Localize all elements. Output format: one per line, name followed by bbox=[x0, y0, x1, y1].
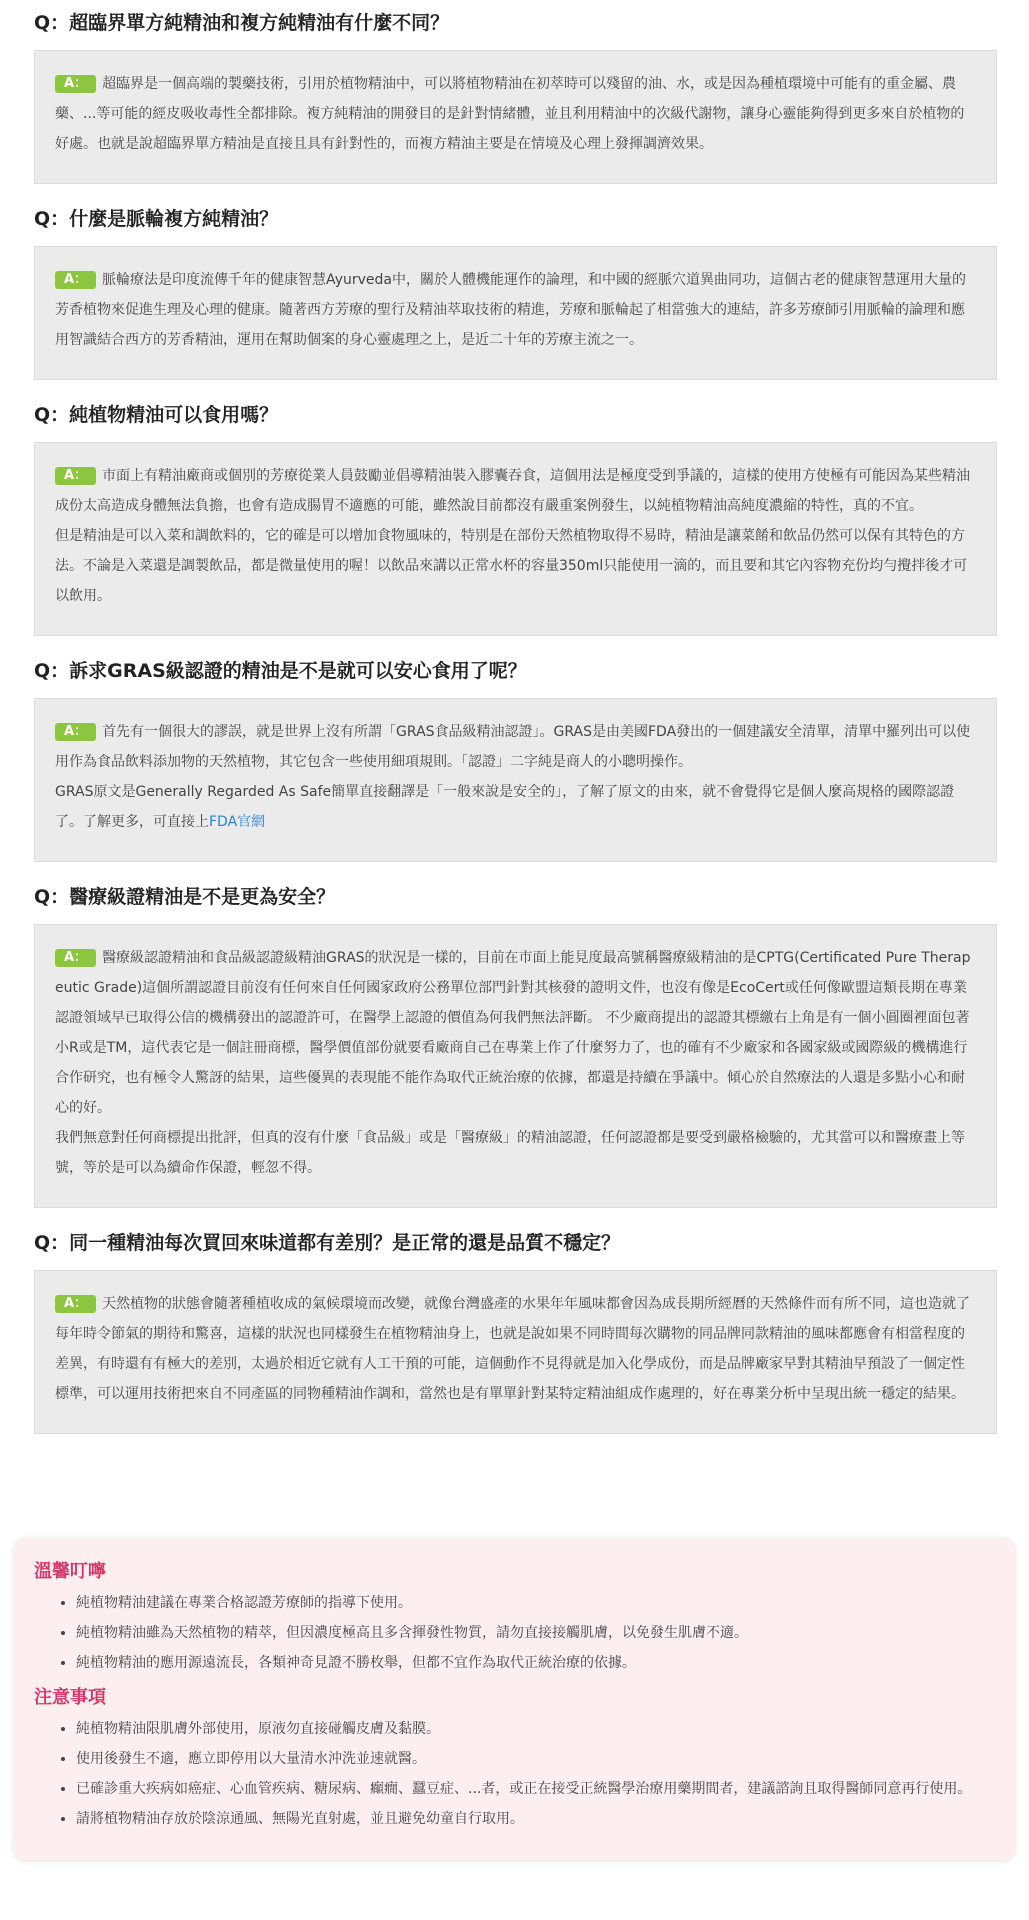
answer-badge: A： bbox=[55, 949, 96, 967]
caution-list bbox=[34, 1714, 995, 1834]
tips-title: 溫馨叮嚀 bbox=[34, 1561, 106, 1582]
notice-box bbox=[14, 1538, 1015, 1860]
answer-text: 天然植物的狀態會隨著種植收成的氣候環境而改變，就像台灣盛產的水果年年風味都會因為成長期所經曆的天然條件而有所不同，這也造就了每年時令節氣的期待和驚喜，這樣的狀況也同樣發生在植物精油身上，也就是說如果不同時間每次購物的同品牌同款精油的風味都應會有相當程度的差異，有時還有有極大的差別，太過於相近它就有人工干預的可能，這個動作不見得就是加入化學成份，而是品牌廠家早對其精油早預設了一個定性標準，可以運用技術把來自不同產區的同物種精油作調和，當然也是有單單針對某特定精油組成作處理的，好在專業分析中呈現出統一穩定的結果。 bbox=[55, 1296, 971, 1402]
faq-list bbox=[34, 10, 997, 1456]
caution-list-item: • 使用後發生不適，應立即停用以大量清水沖洗並速就醫。 bbox=[76, 1744, 995, 1774]
answer-badge: A： bbox=[55, 467, 96, 485]
faq-question: Q：什麼是脈輪複方純精油？ bbox=[34, 208, 279, 230]
fda-website-link[interactable]: FDA官網 bbox=[209, 814, 266, 830]
answer-paragraph bbox=[55, 1289, 976, 1409]
faq-answer bbox=[34, 442, 997, 636]
faq-question: Q：同一種精油每次買回來味道都有差別？是正常的還是品質不穩定？ bbox=[34, 1232, 621, 1254]
answer-badge: A： bbox=[55, 75, 96, 93]
faq-item-medical-grade bbox=[34, 884, 997, 1208]
answer-text: 首先有一個很大的謬誤，就是世界上沒有所謂「GRAS食品級精油認證」。GRAS是由美國FDA發出的一個建議安全清單，清單中羅列出可以使用作為食品飲料添加物的天然植物，其它包含一些使用細項規則。「認證」二字純是商人的小聰明操作。 bbox=[55, 724, 971, 770]
faq-answer bbox=[34, 246, 997, 380]
faq-item-scent-variation bbox=[34, 1230, 997, 1434]
faq-item-chakra bbox=[34, 206, 997, 380]
answer-paragraph bbox=[55, 461, 976, 521]
answer-paragraph bbox=[55, 943, 976, 1123]
caution-title: 注意事項 bbox=[34, 1687, 106, 1708]
caution-list-item: • 請將植物精油存放於陰涼通風、無陽光直射處，並且避免幼童自行取用。 bbox=[76, 1804, 995, 1834]
answer-text: GRAS原文是Generally Regarded As Safe簡單直接翻譯是「一般來說是安全的」，了解了原文的由來，就不會覺得它是個人麼高規格的國際認證了。了解更多，可直接上 bbox=[55, 784, 955, 830]
answer-paragraph: 我們無意對任何商標提出批評，但真的沒有什麼「食品級」或是「醫療級」的精油認證，任何認證都是要受到嚴格檢驗的，尤其當可以和醫療畫上等號，等於是可以為續命作保證，輕忽不得。 bbox=[55, 1130, 965, 1176]
faq-item-supercritical bbox=[34, 10, 997, 184]
answer-badge: A： bbox=[55, 723, 96, 741]
faq-question: Q：醫療級證精油是不是更為安全？ bbox=[34, 886, 336, 908]
answer-text: 醫療級認證精油和食品級認證級精油GRAS的狀況是一樣的，目前在市面上能見度最高號稱醫療級精油的是CPTG(Certificated Pure Therapeutic Grade)這個所謂認證目前沒有任何來自任何國家政府公務單位部門針對其核發的證明文件，也沒有像是EcoCert或任何像歐盟這類長期在專業認證領域早已取得公信的機構發出的認證許可，在醫學上認證的價值為何我們無法評斷。 不少廠商提出的認證其標繳右上角是有一個小圓圈裡面包著小R或是TM，這代表它是一個註冊商標，醫學價值部份就要看廠商自己在專業上作了什麼努力了，也的確有不少廠家和各國家級或國際級的機構進行合作研究，也有極令人驚訝的結果，這些優異的表現能不能作為取代正統治療的依據，都還是持續在爭議中。傾心於自然療法的人還是多點小心和耐心的好。 bbox=[55, 950, 971, 1116]
caution-list-item: • 已確診重大疾病如癌症、心血管疾病、糖尿病、癲癇、蠶豆症、...者，或正在接受正統醫學治療用藥期間者，建議諮詢且取得醫師同意再行使用。 bbox=[76, 1774, 995, 1804]
caution-list-item: • 純植物精油限肌膚外部使用，原液勿直接碰觸皮膚及黏膜。 bbox=[76, 1714, 995, 1744]
faq-question: Q：純植物精油可以食用嗎？ bbox=[34, 404, 279, 426]
tips-list-item: • 純植物精油的應用源遠流長，各類神奇見證不勝枚舉，但都不宜作為取代正統治療的依據。 bbox=[76, 1648, 995, 1678]
answer-text: 市面上有精油廠商或個別的芳療從業人員鼓勵並倡導精油裝入膠囊吞食，這個用法是極度受到爭議的，這樣的使用方使極有可能因為某些精油成份太高造成身體無法負擔，也會有造成腸胃不適應的可能，雖然說目前都沒有嚴重案例發生，以純植物精油高純度濃縮的特性，真的不宜。 bbox=[55, 468, 971, 514]
answer-badge: A： bbox=[55, 271, 96, 289]
faq-item-edible bbox=[34, 402, 997, 636]
answer-text: 超臨界是一個高端的製藥技術，引用於植物精油中，可以將植物精油在初萃時可以殘留的油、水，或是因為種植環境中可能有的重金屬、農藥、...等可能的經皮吸收毒性全都排除。複方純精油的開發目的是針對情緒體，並且利用精油中的次級代謝物，讓身心靈能夠得到更多來自於植物的好處。也就是說超臨界單方精油是直接且具有針對性的，而複方精油主要是在情境及心理上發揮調濟效果。 bbox=[55, 76, 965, 152]
faq-item-gras bbox=[34, 658, 997, 862]
faq-answer bbox=[34, 924, 997, 1208]
answer-text: 脈輪療法是印度流傳千年的健康智慧Ayurveda中，關於人體機能運作的論理，和中國的經脈穴道異曲同功，這個古老的健康智慧運用大量的芳香植物來促進生理及心理的健康。隨著西方芳療的聖行及精油萃取技術的精進，芳療和脈輪起了相當強大的連結，許多芳療師引用脈輪的論理和應用智識結合西方的芳香精油，運用在幫助個案的身心靈處理之上，是近二十年的芳療主流之一。 bbox=[55, 272, 966, 348]
tips-list-item: • 純植物精油雖為天然植物的精萃，但因濃度極高且多含揮發性物質，請勿直接接觸肌膚，以免發生肌膚不適。 bbox=[76, 1618, 995, 1648]
faq-answer bbox=[34, 698, 997, 862]
tips-list-item: • 純植物精油建議在專業合格認證芳療師的指導下使用。 bbox=[76, 1588, 995, 1618]
answer-paragraph bbox=[55, 265, 976, 355]
answer-paragraph: 但是精油是可以入菜和調飲料的，它的確是可以增加食物風味的，特別是在部份天然植物取得不易時，精油是讓菜餚和飲品仍然可以保有其特色的方法。不論是入菜還是調製飲品，都是微量使用的喔！以飲品來講以正常水杯的容量350ml只能使用一滴的，而且要和其它內容物充份均勻攪拌後才可以飲用。 bbox=[55, 528, 968, 604]
answer-paragraph bbox=[55, 777, 976, 837]
tips-list bbox=[34, 1588, 995, 1678]
faq-question: Q：訴求GRAS級認證的精油是不是就可以安心食用了呢？ bbox=[34, 660, 527, 682]
faq-answer bbox=[34, 1270, 997, 1434]
answer-paragraph bbox=[55, 717, 976, 777]
faq-question: Q：超臨界單方純精油和複方純精油有什麼不同？ bbox=[34, 12, 450, 34]
answer-badge: A： bbox=[55, 1295, 96, 1313]
answer-paragraph bbox=[55, 69, 976, 159]
faq-answer bbox=[34, 50, 997, 184]
